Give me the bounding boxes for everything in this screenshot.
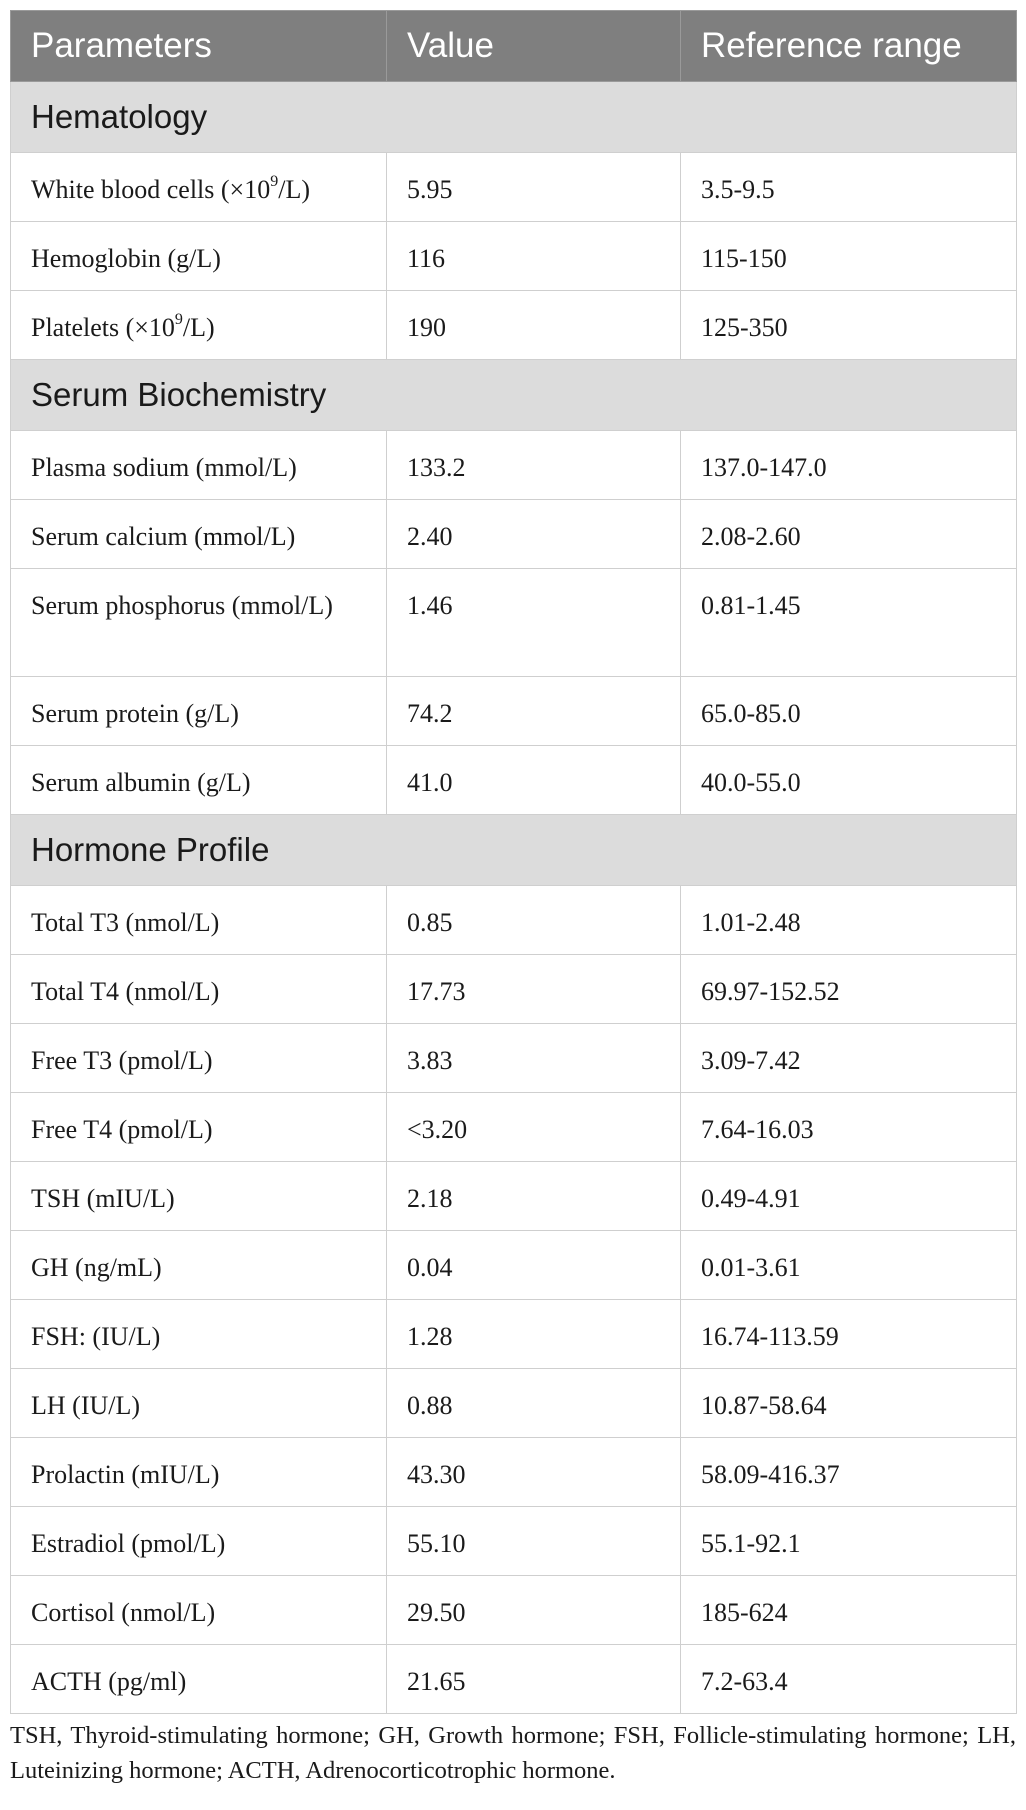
parameter-exponent: 9: [174, 311, 183, 329]
value-cell: 0.85: [387, 886, 681, 955]
reference-range-cell: 3.5-9.5: [681, 153, 1017, 222]
section-row: [11, 82, 1017, 153]
parameter-name: Total T3 (nmol/L): [31, 908, 220, 937]
parameter-name: Prolactin (mIU/L): [31, 1460, 220, 1489]
parameter-exponent: 9: [270, 173, 279, 191]
table-row: [11, 746, 1017, 815]
table-row: [11, 1507, 1017, 1576]
section-title: Hormone Profile: [11, 815, 1017, 886]
value-cell: 1.28: [387, 1300, 681, 1369]
value-cell: 41.0: [387, 746, 681, 815]
parameter-cell: [11, 291, 387, 360]
section-title: Serum Biochemistry: [11, 360, 1017, 431]
parameter-name: Estradiol (pmol/L): [31, 1529, 226, 1558]
table-row: [11, 1162, 1017, 1231]
header-parameters: Parameters: [11, 11, 387, 82]
reference-range-cell: 40.0-55.0: [681, 746, 1017, 815]
parameter-name: LH (IU/L): [31, 1391, 141, 1420]
section-title: Hematology: [11, 82, 1017, 153]
table-footnote: TSH, Thyroid-stimulating hormone; GH, Growth hormone; FSH, Follicle-stimulating hormone; LH, Luteinizing hormone; ACTH, Adrenocorticotrophic hormone.: [10, 1722, 1016, 1784]
reference-range-cell: 137.0-147.0: [681, 431, 1017, 500]
parameter-cell: [11, 153, 387, 222]
table-row: [11, 1645, 1017, 1714]
parameter-name: Free T4 (pmol/L): [31, 1115, 213, 1144]
reference-range-cell: 10.87-58.64: [681, 1369, 1017, 1438]
parameter-cell: [11, 677, 387, 746]
parameter-cell: [11, 1645, 387, 1714]
table-row: [11, 955, 1017, 1024]
value-cell: 2.40: [387, 500, 681, 569]
reference-range-cell: 2.08-2.60: [681, 500, 1017, 569]
header-reference-range: Reference range: [681, 11, 1017, 82]
reference-range-cell: 0.01-3.61: [681, 1231, 1017, 1300]
value-cell: 74.2: [387, 677, 681, 746]
value-cell: 29.50: [387, 1576, 681, 1645]
table-row: [11, 222, 1017, 291]
value-cell: 5.95: [387, 153, 681, 222]
parameter-name: Serum albumin (g/L): [31, 768, 251, 797]
header-row: [11, 11, 1017, 82]
table-row: [11, 431, 1017, 500]
parameter-cell: [11, 1231, 387, 1300]
value-cell: 43.30: [387, 1438, 681, 1507]
table-row: [11, 677, 1017, 746]
value-cell: 133.2: [387, 431, 681, 500]
reference-range-cell: 125-350: [681, 291, 1017, 360]
parameter-cell: [11, 1507, 387, 1576]
lab-results-table: [10, 10, 1017, 1714]
section-row: [11, 815, 1017, 886]
table-row: [11, 1369, 1017, 1438]
table-row: [11, 1438, 1017, 1507]
parameter-cell: [11, 1162, 387, 1231]
reference-range-cell: 16.74-113.59: [681, 1300, 1017, 1369]
parameter-name: Serum calcium (mmol/L): [31, 522, 296, 551]
table-row: [11, 153, 1017, 222]
value-cell: 17.73: [387, 955, 681, 1024]
parameter-name: White blood cells (×10: [31, 175, 271, 204]
value-cell: 0.04: [387, 1231, 681, 1300]
table-row: [11, 886, 1017, 955]
value-cell: 21.65: [387, 1645, 681, 1714]
reference-range-cell: 1.01-2.48: [681, 886, 1017, 955]
section-row: [11, 360, 1017, 431]
table-row: [11, 1300, 1017, 1369]
parameter-name: Serum phosphorus (mmol/L): [31, 591, 333, 620]
reference-range-cell: 185-624: [681, 1576, 1017, 1645]
table-row: [11, 1231, 1017, 1300]
parameter-name: ACTH (pg/ml): [31, 1667, 187, 1696]
table-row: [11, 569, 1017, 677]
value-cell: 2.18: [387, 1162, 681, 1231]
table-row: [11, 1576, 1017, 1645]
parameter-cell: [11, 1024, 387, 1093]
table-row: [11, 291, 1017, 360]
parameter-cell: [11, 222, 387, 291]
parameter-name: Hemoglobin (g/L): [31, 244, 221, 273]
table-row: [11, 1024, 1017, 1093]
parameter-cell: [11, 955, 387, 1024]
value-cell: 55.10: [387, 1507, 681, 1576]
parameter-name: Platelets (×10: [31, 313, 175, 342]
parameter-unit-suffix: /L): [278, 175, 310, 204]
table-row: [11, 500, 1017, 569]
parameter-name: GH (ng/mL): [31, 1253, 162, 1282]
reference-range-cell: 7.2-63.4: [681, 1645, 1017, 1714]
reference-range-cell: 0.49-4.91: [681, 1162, 1017, 1231]
parameter-cell: [11, 1576, 387, 1645]
parameter-cell: [11, 500, 387, 569]
reference-range-cell: 65.0-85.0: [681, 677, 1017, 746]
parameter-name: Total T4 (nmol/L): [31, 977, 220, 1006]
value-cell: <3.20: [387, 1093, 681, 1162]
table-body: [11, 82, 1017, 1714]
parameter-name: Cortisol (nmol/L): [31, 1598, 216, 1627]
parameter-cell: [11, 886, 387, 955]
table-row: [11, 1093, 1017, 1162]
reference-range-cell: 7.64-16.03: [681, 1093, 1017, 1162]
value-cell: 190: [387, 291, 681, 360]
reference-range-cell: 58.09-416.37: [681, 1438, 1017, 1507]
parameter-cell: [11, 1093, 387, 1162]
reference-range-cell: 55.1-92.1: [681, 1507, 1017, 1576]
parameter-cell: [11, 746, 387, 815]
parameter-unit-suffix: /L): [182, 313, 215, 342]
value-cell: 0.88: [387, 1369, 681, 1438]
reference-range-cell: 69.97-152.52: [681, 955, 1017, 1024]
parameter-name: Free T3 (pmol/L): [31, 1046, 213, 1075]
parameter-cell: [11, 431, 387, 500]
parameter-cell: [11, 1369, 387, 1438]
parameter-name: TSH (mIU/L): [31, 1184, 175, 1213]
lab-results-table-container: [10, 10, 1016, 1714]
parameter-name: Serum protein (g/L): [31, 699, 239, 728]
header-value: Value: [387, 11, 681, 82]
parameter-cell: [11, 1438, 387, 1507]
reference-range-cell: 0.81-1.45: [681, 569, 1017, 677]
reference-range-cell: 115-150: [681, 222, 1017, 291]
parameter-cell: [11, 569, 387, 677]
value-cell: 1.46: [387, 569, 681, 677]
reference-range-cell: 3.09-7.42: [681, 1024, 1017, 1093]
parameter-name: FSH: (IU/L): [31, 1322, 161, 1351]
value-cell: 116: [387, 222, 681, 291]
parameter-name: Plasma sodium (mmol/L): [31, 453, 297, 482]
parameter-cell: [11, 1300, 387, 1369]
value-cell: 3.83: [387, 1024, 681, 1093]
